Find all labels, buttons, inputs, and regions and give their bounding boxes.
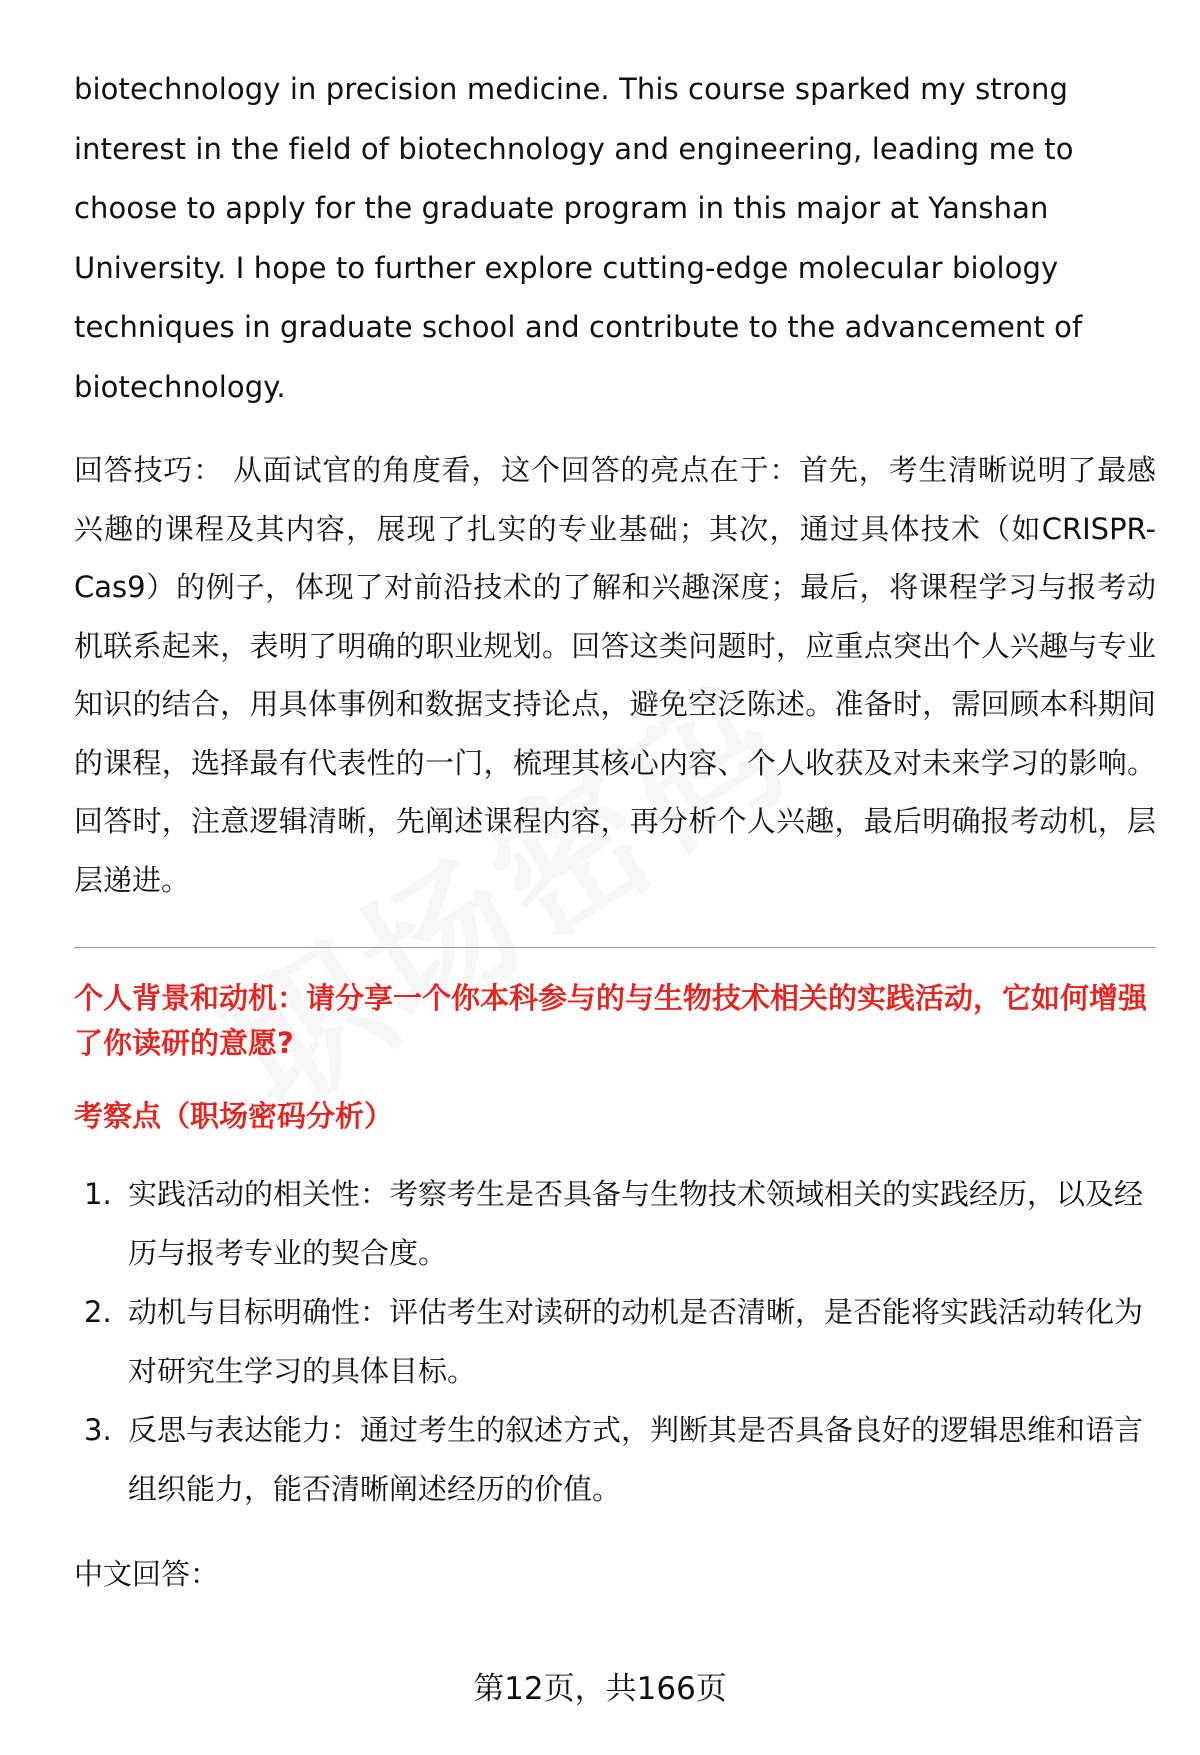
list-item <box>74 1283 1156 1401</box>
list-item-number: 2. <box>84 1295 112 1329</box>
chinese-answer-label: 中文回答： <box>74 1557 220 1591</box>
english-answer-paragraph: biotechnology in precision medicine. This course sparked my strong interest in the field of biotechnology and engineering, leading me to choose to apply for the graduate program in this major at Yanshan University. I hope to further explore cutting-edge molecular biology techniques in graduate school and contribute to the advancement of biotechnology. <box>74 72 1083 404</box>
assessment-points-title: 考察点（职场密码分析） <box>74 1099 394 1133</box>
list-item-text: 实践活动的相关性：考察考生是否具备与生物技术领域相关的实践经历，以及经历与报考专业的契合度。 <box>128 1177 1144 1270</box>
assessment-points-list <box>74 1165 1156 1519</box>
document-page <box>74 60 1156 1604</box>
list-item-number: 3. <box>84 1413 112 1447</box>
section-divider <box>74 947 1156 948</box>
question-heading: 个人背景和动机：请分享一个你本科参与的与生物技术相关的实践活动，它如何增强了你读研的意愿? <box>74 981 1148 1060</box>
list-item <box>74 1401 1156 1519</box>
list-item-text: 动机与目标明确性：评估考生对读研的动机是否清晰，是否能将实践活动转化为对研究生学习的具体目标。 <box>128 1295 1144 1388</box>
list-item <box>74 1165 1156 1283</box>
page-number-footer: 第12页，共166页 <box>473 1671 727 1707</box>
list-item-text: 反思与表达能力：通过考生的叙述方式，判断其是否具备良好的逻辑思维和语言组织能力，能否清晰阐述经历的价值。 <box>128 1413 1144 1506</box>
answer-tips-paragraph: 回答技巧： 从面试官的角度看，这个回答的亮点在于：首先，考生清晰说明了最感兴趣的课程及其内容，展现了扎实的专业基础；其次，通过具体技术（如CRISPR-Cas9）的例子，体现了对前沿技术的了解和兴趣深度；最后，将课程学习与报考动机联系起来，表明了明确的职业规划。回答这类问题时，应重点突出个人兴趣与专业知识的结合，用具体事例和数据支持论点，避免空泛陈述。准备时，需回顾本科期间的课程，选择最有代表性的一门，梳理其核心内容、个人收获及对未来学习的影响。回答时，注意逻辑清晰，先阐述课程内容，再分析个人兴趣，最后明确报考动机，层层递进。 <box>74 453 1156 897</box>
list-item-number: 1. <box>84 1177 112 1211</box>
